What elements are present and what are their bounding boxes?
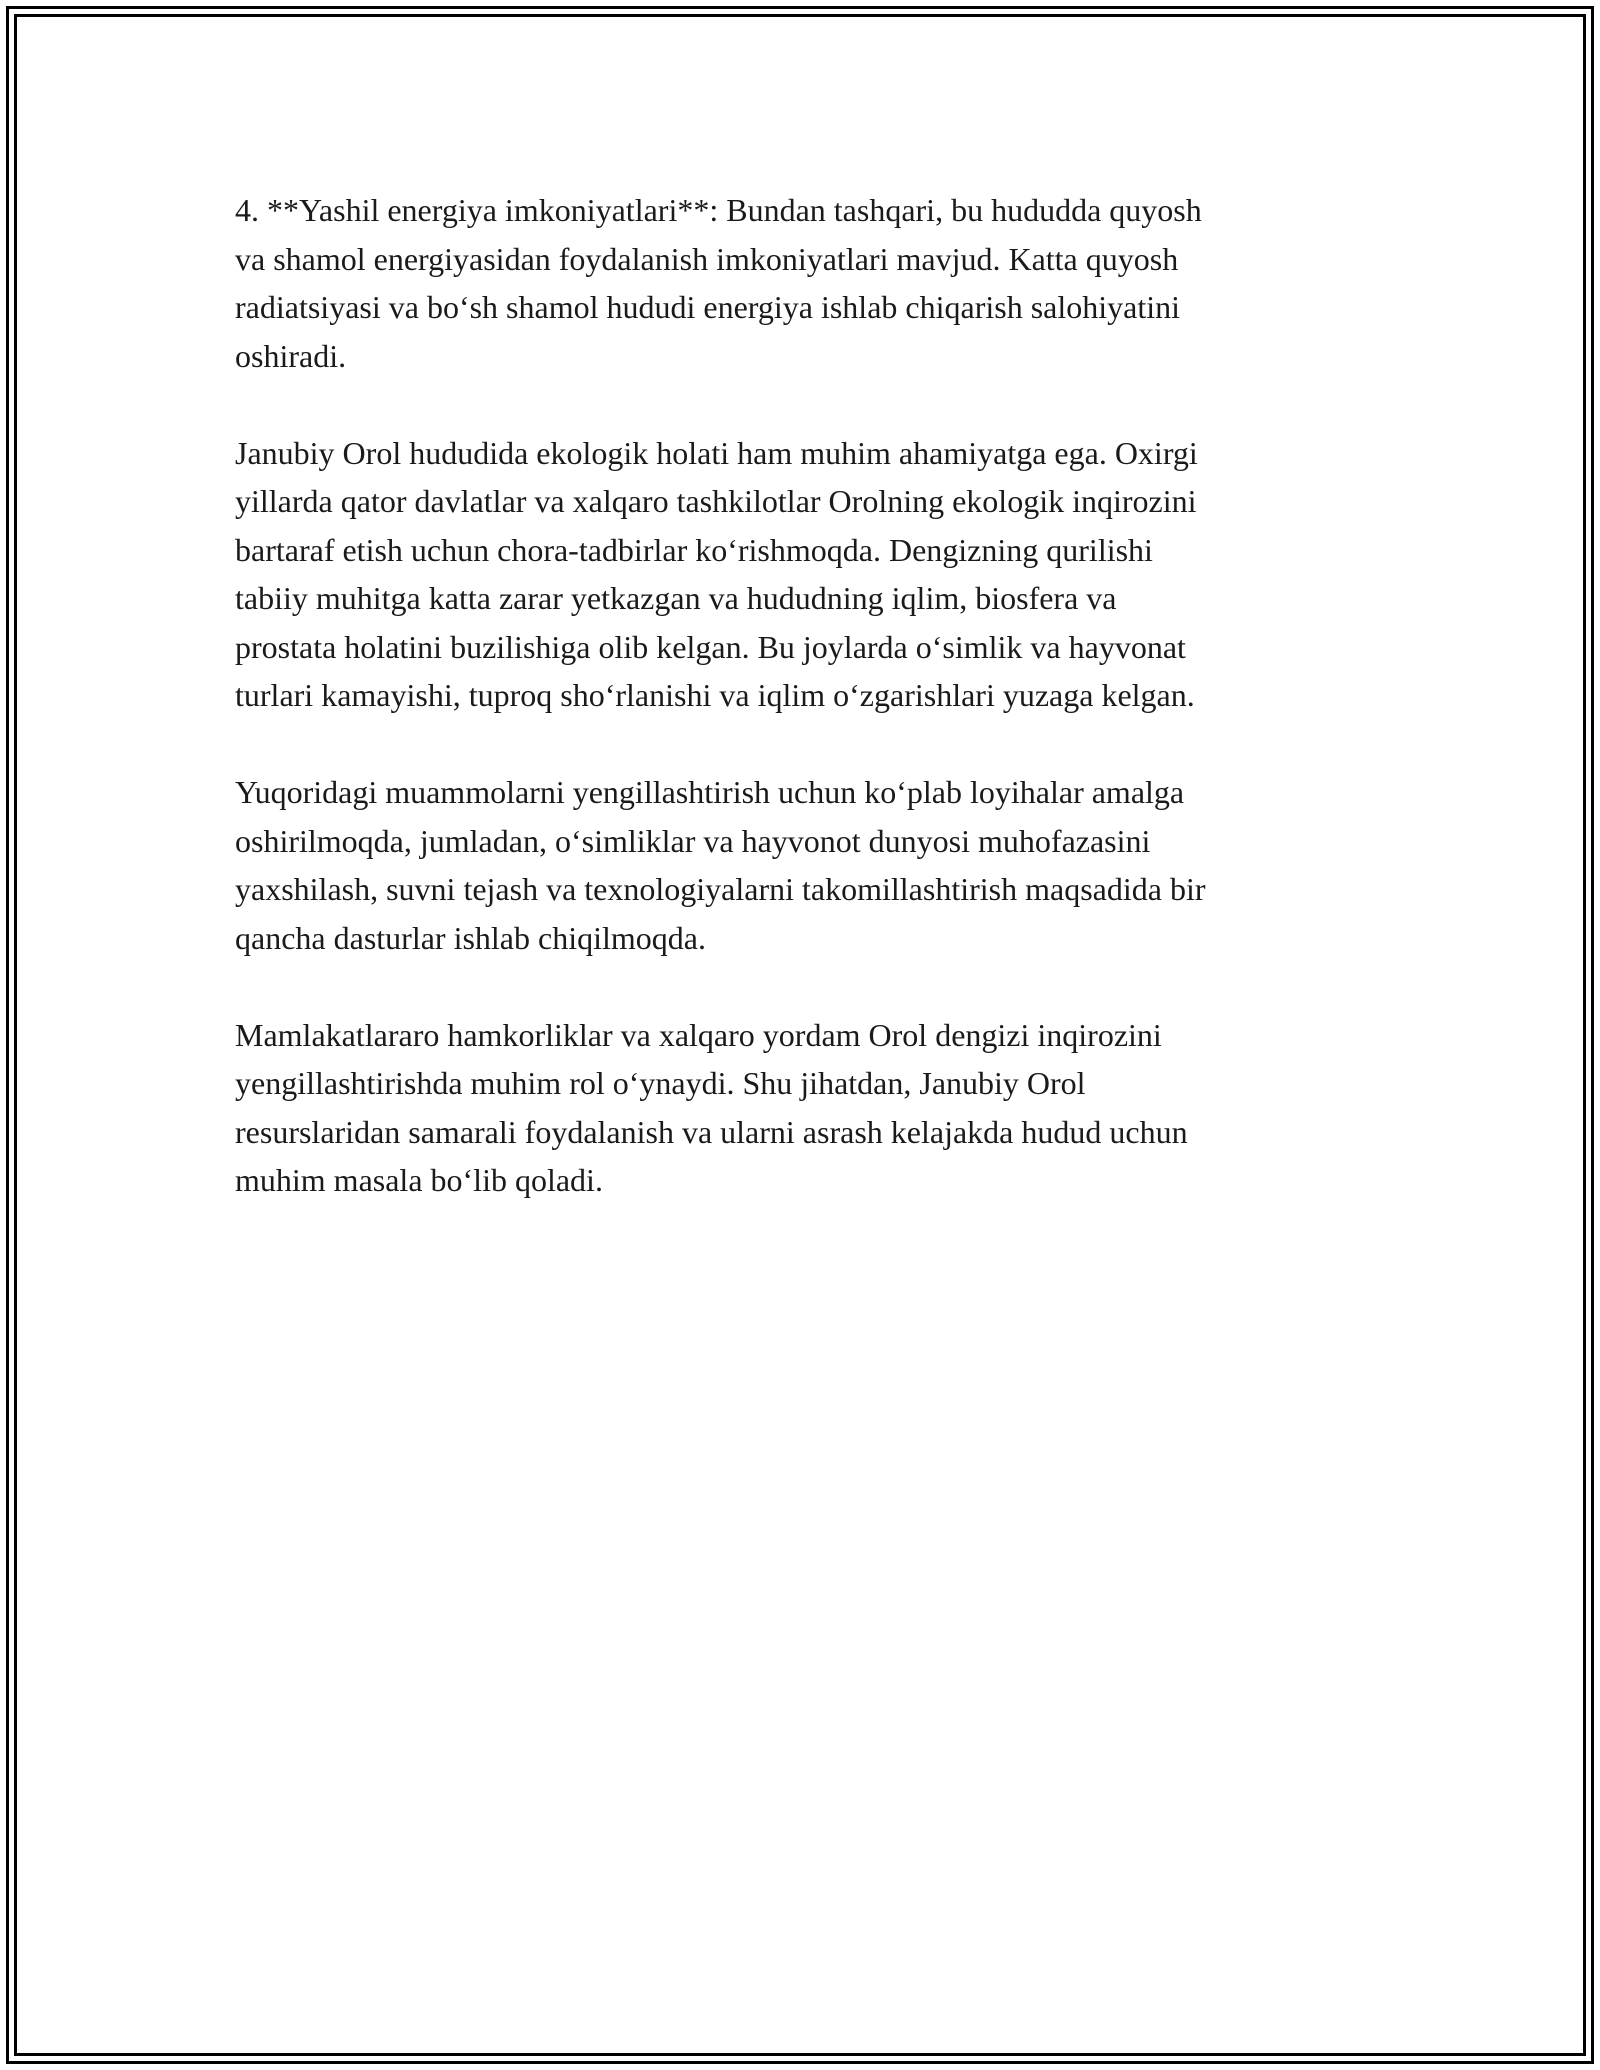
paragraph-ecological-state: Janubiy Orol hududida ekologik holati ham muhim ahamiyatga ega. Oxirgi yillarda qator davlatlar va xalqaro tashkilotlar Orolning ekologik inqirozini bartaraf etish uchun chora-tadbirlar ko‘rishmoqda. Dengizning qurilishi tabiiy muhitga katta zarar yetkazgan va hududning iqlim, biosfera va prostata holatini buzilishiga olib kelgan. Bu joylarda o‘simlik va hayvonat turlari kamayishi, tuproq sho‘rlanishi va iqlim o‘zgarishlari yuzaga kelgan.	[235, 434, 1198, 713]
paragraph-green-energy: 4. **Yashil energiya imkoniyatlari**: Bundan tashqari, bu hududda quyosh va shamol energiyasidan foydalanish imkoniyatlari mavjud. Katta quyosh radiatsiyasi va bo‘sh shamol hududi energiya ishlab chiqarish salohiyatini oshiradi.	[235, 192, 1202, 374]
paragraph-cooperation: Mamlakatlararo hamkorliklar va xalqaro yordam Orol dengizi inqirozini yengillashtirishda muhim rol o‘ynaydi. Shu jihatdan, Janubiy Orol resurslaridan samarali foydalanish va ularni asrash kelajakda hudud uchun muhim masala bo‘lib qoladi.	[235, 1016, 1188, 1198]
paragraph-projects: Yuqoridagi muammolarni yengillashtirish uchun ko‘plab loyihalar amalga oshirilmoqda, jumladan, o‘simliklar va hayvonot dunyosi muhofazasini yaxshilash, suvni tejash va texnologiyalarni takomillashtirish maqsadida bir qancha dasturlar ishlab chiqilmoqda.	[235, 774, 1206, 956]
document-body	[235, 186, 1365, 1253]
